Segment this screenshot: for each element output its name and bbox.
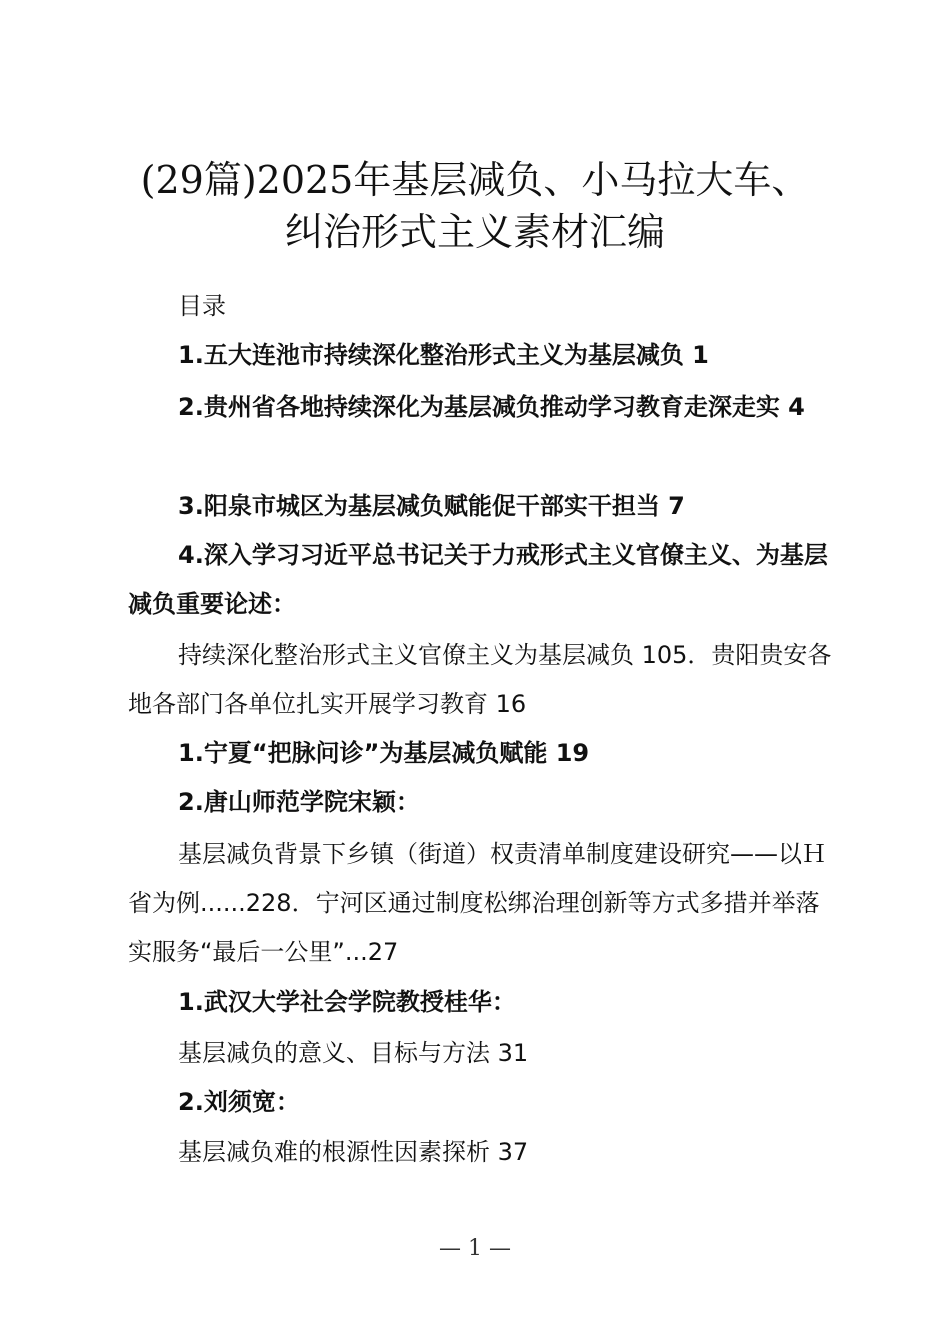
toc-entry: 1.五大连池市持续深化整治形式主义为基层减负 1 xyxy=(178,341,709,369)
toc-entry: 1.宁夏“把脉问诊”为基层减负赋能 19 xyxy=(178,739,590,767)
toc-entry: 基层减负的意义、目标与方法 31 xyxy=(178,1039,529,1067)
toc-entry: 2.贵州省各地持续深化为基层减负推动学习教育走深走实 4 xyxy=(178,393,805,421)
toc-entry: 4.深入学习习近平总书记关于力戒形式主义官僚主义、为基层减负重要论述： xyxy=(128,541,828,618)
page-number: — 1 — xyxy=(439,1236,511,1261)
toc-entry: 1.武汉大学社会学院教授桂华： xyxy=(178,988,516,1016)
toc-heading: 目录 xyxy=(178,292,226,320)
document-title-line-2: 纠治形式主义素材汇编 xyxy=(284,210,665,254)
toc-entry: 持续深化整治形式主义官僚主义为基层减负 105．贵阳贵安各地各部门各单位扎实开展学习教育 16 xyxy=(128,641,832,718)
toc-entry: 3.阳泉市城区为基层减负赋能促干部实干担当 7 xyxy=(178,492,685,520)
toc-entry: 基层减负背景下乡镇（街道）权责清单制度建设研究——以Ｈ省为例......228．宁河区通过制度松绑治理创新等方式多措并举落实服务“最后一公里”...27 xyxy=(128,840,826,966)
toc-entry: 2.刘须宽： xyxy=(178,1088,300,1116)
toc-entry: 2.唐山师范学院宋颖： xyxy=(178,788,420,816)
document-title-line-1: (29篇)2025年基层减负、小马拉大车、 xyxy=(140,158,810,202)
toc-entry: 基层减负难的根源性因素探析 37 xyxy=(178,1138,529,1166)
